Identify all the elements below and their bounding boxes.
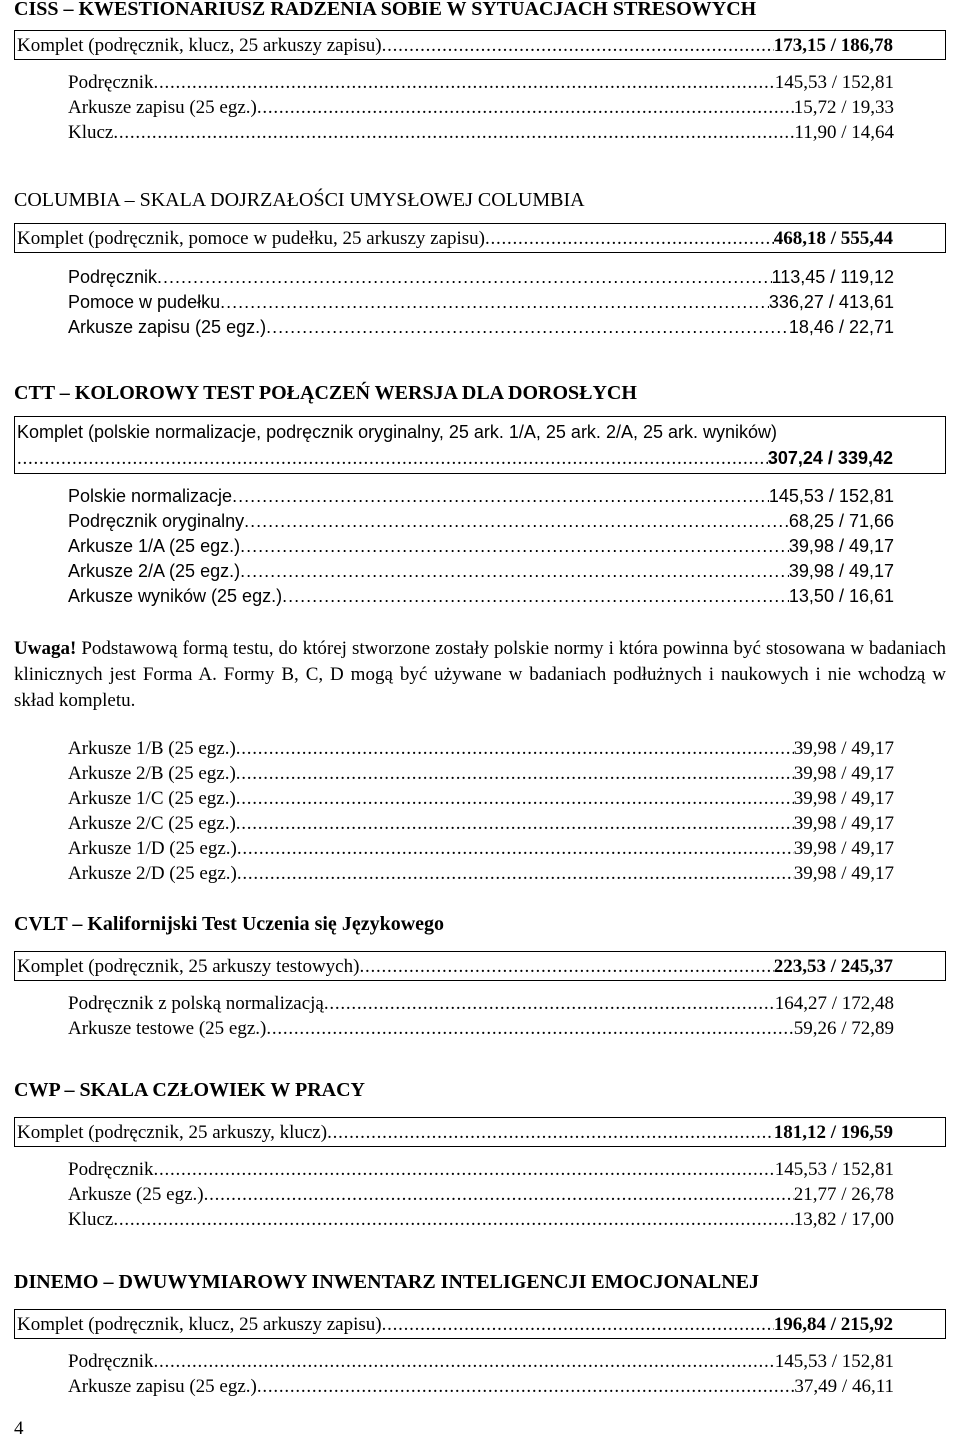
item-list xyxy=(14,991,894,1041)
section-title: CWP – SKALA CZŁOWIEK W PRACY xyxy=(14,1079,365,1101)
list-item xyxy=(68,70,894,95)
item-price: 336,27 / 413,61 xyxy=(768,292,894,312)
kit-price: 223,53 / 245,37 xyxy=(773,956,893,977)
list-item xyxy=(68,315,894,340)
item-price: 39,98 / 49,17 xyxy=(793,813,894,834)
leader-dots xyxy=(382,31,774,60)
item-label: Arkusze wyników (25 egz.) xyxy=(68,586,283,606)
item-price: 39,98 / 49,17 xyxy=(793,863,894,884)
list-item xyxy=(68,1016,894,1041)
item-price: 13,50 / 16,61 xyxy=(788,586,894,606)
leader-dots xyxy=(17,446,768,472)
kit-label: Komplet (podręcznik, klucz, 25 arkuszy zapisu) xyxy=(17,35,382,56)
item-price: 39,98 / 49,17 xyxy=(793,788,894,809)
item-price: 68,25 / 71,66 xyxy=(788,511,894,531)
item-label: Arkusze 1/D (25 egz.) xyxy=(68,838,237,859)
item-list xyxy=(14,484,894,609)
list-item xyxy=(68,120,894,145)
item-label: Arkusze 2/D (25 egz.) xyxy=(68,863,237,884)
list-item xyxy=(68,991,894,1016)
note-paragraph xyxy=(14,636,946,714)
item-label: Arkusze (25 egz.) xyxy=(68,1184,204,1205)
item-label: Podręcznik xyxy=(68,1351,154,1372)
item-price: 39,98 / 49,17 xyxy=(788,561,894,581)
section-title: CISS – KWESTIONARIUSZ RADZENIA SOBIE W SYTUACJACH STRESOWYCH xyxy=(14,0,757,20)
list-item xyxy=(68,1374,894,1399)
list-item xyxy=(68,1157,894,1182)
item-price: 18,46 / 22,71 xyxy=(788,317,894,337)
item-price: 59,26 / 72,89 xyxy=(793,1018,894,1039)
item-label: Arkusze zapisu (25 egz.) xyxy=(68,1376,257,1397)
item-list xyxy=(14,736,894,886)
kit-label: Komplet (podręcznik, 25 arkuszy, klucz) xyxy=(17,1122,328,1143)
kit-label: Komplet (podręcznik, 25 arkuszy testowych) xyxy=(17,956,360,977)
item-list xyxy=(14,1157,894,1232)
kit-row xyxy=(14,1309,946,1339)
item-label: Arkusze 2/A (25 egz.) xyxy=(68,561,241,581)
item-price: 15,72 / 19,33 xyxy=(793,97,894,118)
kit-price: 173,15 / 186,78 xyxy=(773,35,893,56)
item-label: Podręcznik oryginalny xyxy=(68,511,245,531)
page-number: 4 xyxy=(14,1418,24,1439)
section-title: COLUMBIA – SKALA DOJRZAŁOŚCI UMYSŁOWEJ COLUMBIA xyxy=(14,189,585,211)
item-label: Klucz xyxy=(68,122,114,143)
kit-price: 307,24 / 339,42 xyxy=(767,448,893,468)
item-price: 164,27 / 172,48 xyxy=(774,993,894,1014)
note-label: Uwaga! xyxy=(14,638,77,659)
section-ctt-extra xyxy=(14,736,946,886)
item-price: 39,98 / 49,17 xyxy=(793,838,894,859)
item-price: 39,98 / 49,17 xyxy=(788,536,894,556)
kit-row xyxy=(14,223,946,253)
item-label: Arkusze 2/C (25 egz.) xyxy=(68,813,236,834)
kit-label: Komplet (podręcznik, klucz, 25 arkuszy zapisu) xyxy=(17,1314,382,1335)
list-item xyxy=(68,290,894,315)
item-price: 37,49 / 46,11 xyxy=(794,1376,894,1397)
item-price: 13,82 / 17,00 xyxy=(793,1209,894,1230)
kit-price: 181,12 / 196,59 xyxy=(773,1122,893,1143)
list-item xyxy=(68,836,894,861)
leader-dots xyxy=(485,224,774,253)
list-item xyxy=(68,265,894,290)
section-ciss xyxy=(14,0,946,145)
kit-row xyxy=(14,1117,946,1147)
list-item xyxy=(68,534,894,559)
section-title: CTT – KOLOROWY TEST POŁĄCZEŃ WERSJA DLA DOROSŁYCH xyxy=(14,382,637,404)
item-label: Podręcznik xyxy=(68,267,158,287)
list-item xyxy=(68,95,894,120)
item-label: Arkusze 2/B (25 egz.) xyxy=(68,763,236,784)
item-label: Podręcznik z polską normalizacją xyxy=(68,993,324,1014)
item-label: Klucz xyxy=(68,1209,114,1230)
item-label: Arkusze zapisu (25 egz.) xyxy=(68,317,267,337)
list-item xyxy=(68,584,894,609)
item-price: 145,53 / 152,81 xyxy=(768,486,894,506)
kit-row xyxy=(14,30,946,60)
section-title: CVLT – Kalifornijski Test Uczenia się Językowego xyxy=(14,913,445,935)
note-text: Podstawową formą testu, do której stworzone zostały polskie normy i która powinna być stosowana w badaniach klinicznych jest Forma A. Formy B, C, D mogą być używane w badaniach podłużnych i naukowych i nie wchodzą w skład kompletu. xyxy=(14,638,946,711)
list-item xyxy=(68,1182,894,1207)
kit-price: 468,18 / 555,44 xyxy=(773,228,893,249)
item-price: 39,98 / 49,17 xyxy=(793,738,894,759)
item-price: 145,53 / 152,81 xyxy=(774,1159,894,1180)
list-item xyxy=(68,559,894,584)
item-label: Podręcznik xyxy=(68,72,154,93)
item-label: Podręcznik xyxy=(68,1159,154,1180)
leader-dots xyxy=(327,1118,774,1147)
item-price: 145,53 / 152,81 xyxy=(774,72,894,93)
item-label: Arkusze 1/A (25 egz.) xyxy=(68,536,241,556)
kit-price: 196,84 / 215,92 xyxy=(773,1314,893,1335)
kit-row xyxy=(14,951,946,981)
section-cvlt xyxy=(14,911,946,1041)
item-list xyxy=(14,265,894,340)
list-item xyxy=(68,736,894,761)
item-label: Arkusze 1/B (25 egz.) xyxy=(68,738,236,759)
kit-row xyxy=(14,416,946,474)
list-item xyxy=(68,786,894,811)
list-item xyxy=(68,811,894,836)
item-label: Arkusze testowe (25 egz.) xyxy=(68,1018,267,1039)
item-label: Arkusze zapisu (25 egz.) xyxy=(68,97,257,118)
item-price: 11,90 / 14,64 xyxy=(794,122,894,143)
list-item xyxy=(68,861,894,886)
list-item xyxy=(68,761,894,786)
list-item xyxy=(68,484,894,509)
leader-dots xyxy=(382,1310,774,1339)
item-list xyxy=(14,70,894,145)
item-list xyxy=(14,1349,894,1399)
list-item xyxy=(68,509,894,534)
leader-dots xyxy=(359,952,773,981)
list-item xyxy=(68,1349,894,1374)
section-ctt xyxy=(14,380,946,609)
kit-label: Komplet (podręcznik, pomoce w pudełku, 25 arkuszy zapisu) xyxy=(17,228,486,249)
section-title: DINEMO – DWUWYMIAROWY INWENTARZ INTELIGENCJI EMOCJONALNEJ xyxy=(14,1271,760,1293)
item-price: 39,98 / 49,17 xyxy=(793,763,894,784)
section-cwp xyxy=(14,1077,946,1232)
section-columbia xyxy=(14,187,946,340)
item-price: 113,45 / 119,12 xyxy=(771,267,894,287)
item-price: 21,77 / 26,78 xyxy=(793,1184,894,1205)
list-item xyxy=(68,1207,894,1232)
section-dinemo xyxy=(14,1269,946,1399)
item-label: Pomoce w pudełku xyxy=(68,292,221,312)
item-label: Arkusze 1/C (25 egz.) xyxy=(68,788,236,809)
item-label: Polskie normalizacje xyxy=(68,486,233,506)
item-price: 145,53 / 152,81 xyxy=(774,1351,894,1372)
kit-label: Komplet (polskie normalizacje, podręcznik oryginalny, 25 ark. 1/A, 25 ark. 2/A, 25 ark. wyników) xyxy=(17,422,777,442)
